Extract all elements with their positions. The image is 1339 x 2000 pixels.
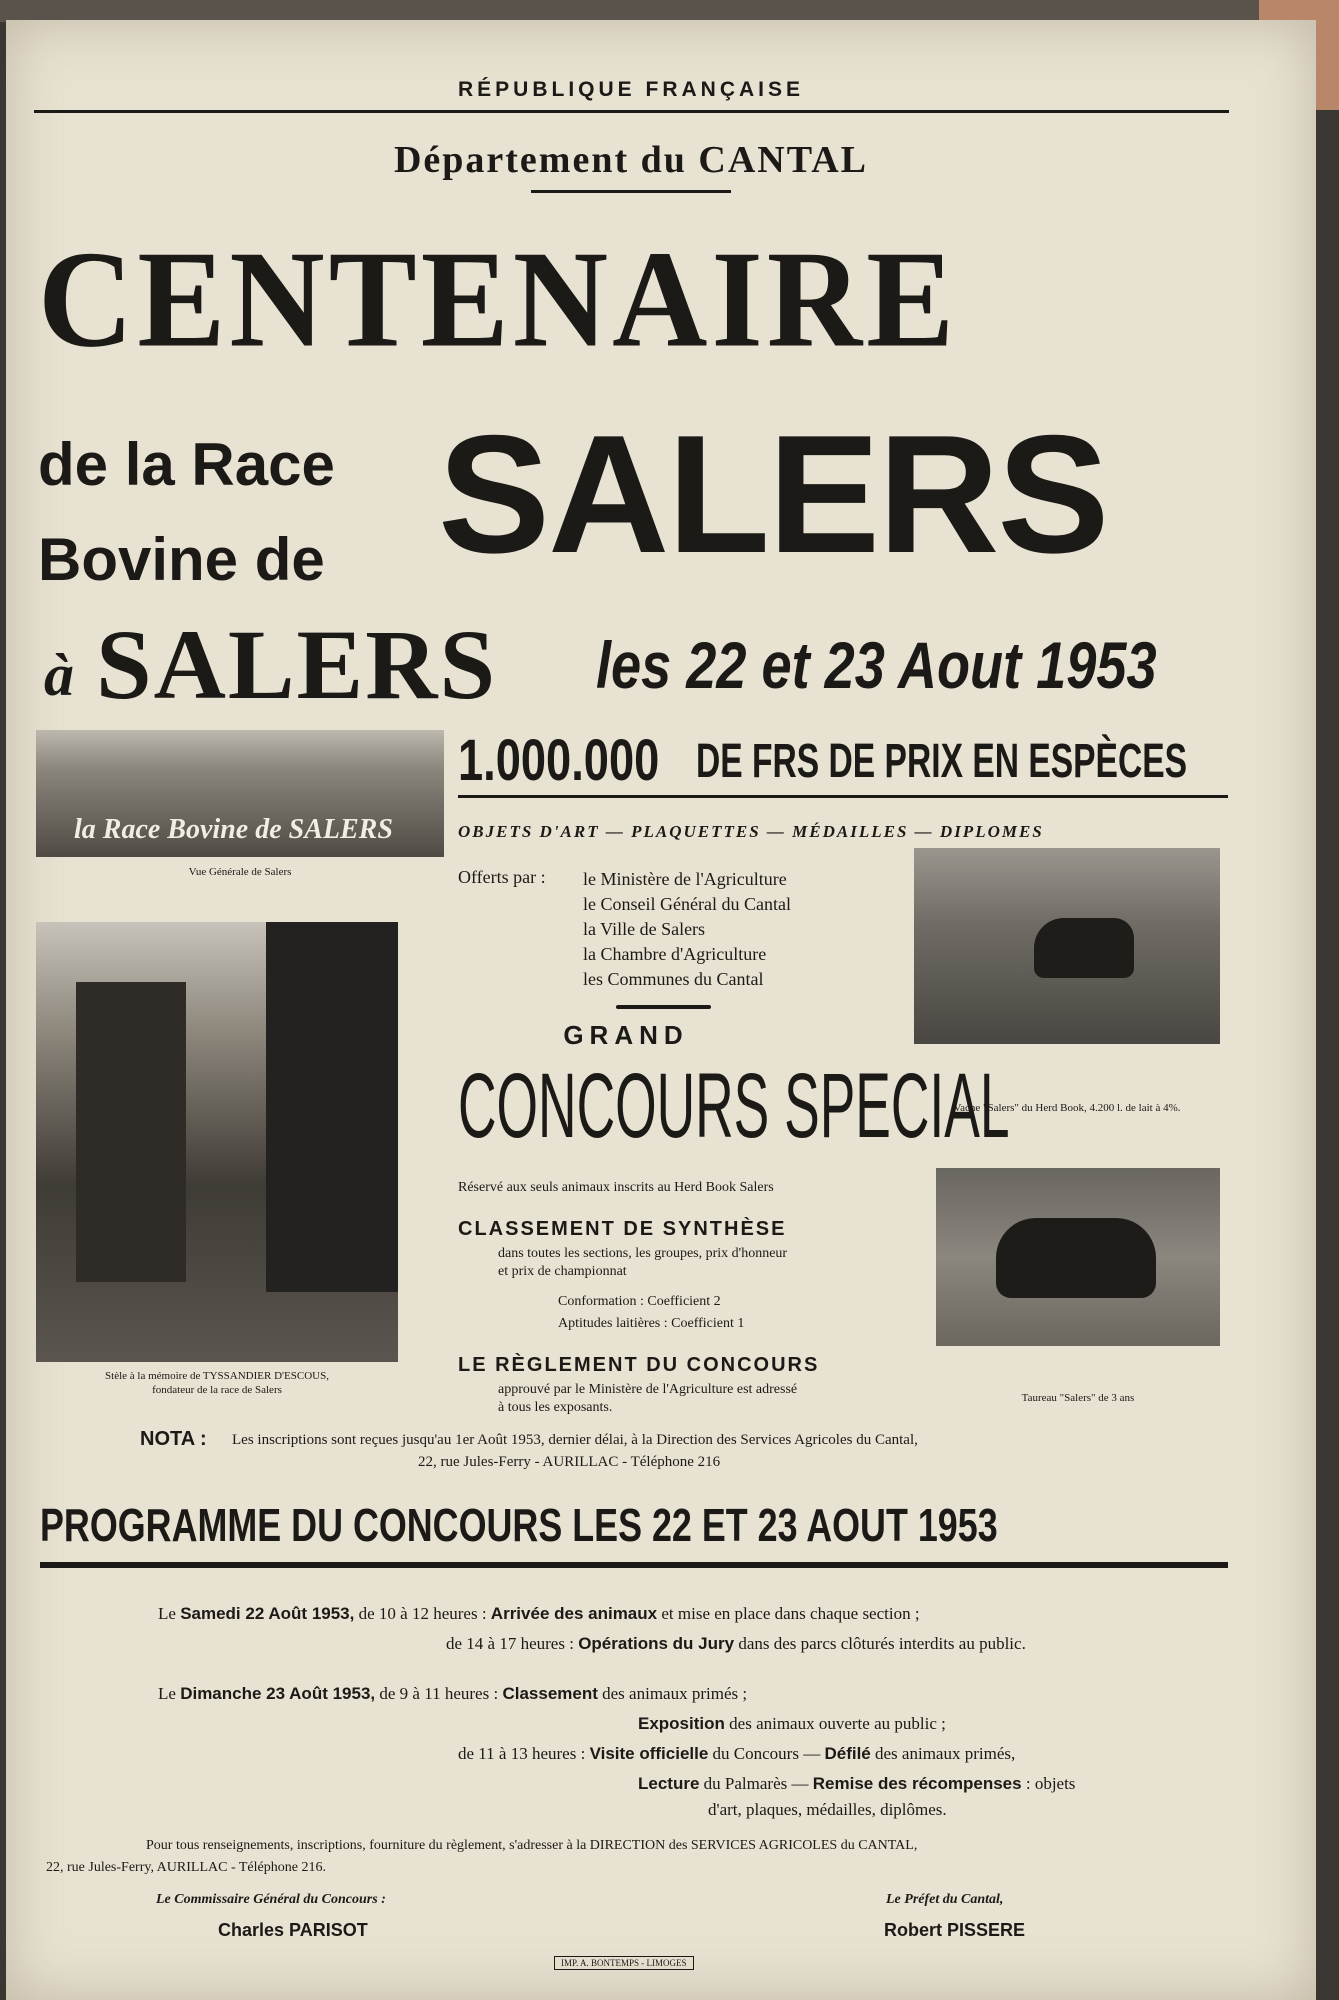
prefet-title: Le Préfet du Cantal,: [886, 1892, 1004, 1907]
concours-reserve: Réservé aux seuls animaux inscrits au Herd Book Salers: [458, 1180, 774, 1195]
dimanche-activity-1-bold: Classement: [502, 1684, 598, 1703]
dimanche-row-2: [638, 1714, 946, 1734]
samedi-row-2: [446, 1634, 1026, 1654]
dimanche-time-1: de 9 à 11 heures :: [379, 1684, 499, 1703]
footer-info-2: 22, rue Jules-Ferry, AURILLAC - Téléphone 216.: [46, 1860, 326, 1875]
panorama-caption: Vue Générale de Salers: [188, 866, 292, 878]
samedi-activity-1: et mise en place dans chaque section ;: [661, 1604, 920, 1623]
concours-special-title: CONCOURS SPECIAL: [458, 1055, 1010, 1157]
castle-wall-shape: [266, 922, 398, 1292]
bull-shape: [996, 1218, 1156, 1298]
commissaire-title: Le Commissaire Général du Concours :: [156, 1892, 386, 1907]
stele-caption-1: Stèle à la mémoire de TYSSANDIER D'ESCOUS,: [105, 1370, 329, 1382]
offered-by-item: la Chambre d'Agriculture: [583, 944, 767, 964]
footer-info-1: Pour tous renseignements, inscriptions, fourniture du règlement, s'adresser à la DIRECTION des SERVICES AGRICOLES du CANTAL,: [146, 1838, 918, 1853]
dimanche-time-2: de 11 à 13 heures :: [458, 1744, 586, 1763]
prize-wavy-rule: [458, 795, 1228, 798]
offered-divider: [616, 1005, 711, 1009]
departement-underline: [531, 190, 731, 193]
departement-title: Département du CANTAL: [393, 139, 869, 181]
cow-shape: [1034, 918, 1134, 978]
offered-by-label: Offerts par :: [458, 867, 546, 887]
cow-photo: [914, 848, 1220, 1044]
dimanche-prefix: Le: [158, 1684, 176, 1703]
dimanche-row-1: [158, 1684, 747, 1704]
classement-text-1: dans toutes les sections, les groupes, prix d'honneur: [498, 1246, 788, 1261]
dimanche-activity-2: des animaux ouverte au public ;: [729, 1714, 946, 1733]
nota-line-1: Les inscriptions sont reçues jusqu'au 1er Août 1953, dernier délai, à la Direction des Services Agricoles du Cantal,: [232, 1432, 918, 1448]
offered-by-item: le Conseil Général du Cantal: [583, 894, 791, 914]
event-dates: les 22 et 23 Aout 1953: [596, 628, 1157, 702]
classement-text-2: et prix de championnat: [498, 1264, 627, 1279]
reglement-text-2: à tous les exposants.: [498, 1400, 613, 1415]
offered-by-item: les Communes du Cantal: [583, 969, 764, 989]
aptitudes: Aptitudes laitières : Coefficient 1: [558, 1316, 745, 1331]
background-top: [0, 0, 1339, 22]
samedi-day: Samedi 22 Août 1953,: [180, 1604, 355, 1623]
commissaire-name: Charles PARISOT: [218, 1920, 368, 1940]
panorama-photo: [36, 730, 444, 857]
stele-photo: [36, 922, 398, 1362]
republique-francaise: RÉPUBLIQUE FRANÇAISE: [457, 78, 805, 101]
dimanche-activity-3-bold: Visite officielle: [589, 1744, 709, 1763]
cow-caption: Vache "Salers" du Herd Book, 4.200 l. de lait à 4%.: [953, 1102, 1181, 1114]
prize-amount-text: DE FRS DE PRIX EN ESPÈCES: [696, 735, 1188, 788]
classement-title: CLASSEMENT DE SYNTHÈSE: [458, 1218, 787, 1240]
salers-line: SALERS: [96, 609, 498, 720]
bovine-de: Bovine de: [38, 526, 325, 593]
dimanche-activity-5: d'art, plaques, médailles, diplômes.: [708, 1800, 947, 1819]
samedi-activity-1-bold: Arrivée des animaux: [490, 1604, 658, 1623]
dimanche-activity-3b-bold: Défilé: [824, 1744, 871, 1763]
programme-title: PROGRAMME DU CONCOURS LES 22 ET 23 AOUT 1953: [40, 1499, 998, 1551]
poster: [6, 20, 1316, 2000]
prize-amount-number: 1.000.000: [458, 728, 660, 793]
samedi-time-1: de 10 à 12 heures :: [358, 1604, 487, 1623]
prefet-name: Robert PISSERE: [884, 1920, 1026, 1940]
offered-by-list: [583, 867, 791, 992]
dimanche-day: Dimanche 23 Août 1953,: [180, 1684, 376, 1703]
dimanche-activity-4-bold: Lecture: [638, 1774, 700, 1793]
de-la-race: de la Race: [38, 431, 335, 498]
conformation: Conformation : Coefficient 2: [558, 1294, 721, 1309]
panorama-overlay-text: la Race Bovine de SALERS: [74, 814, 393, 845]
samedi-time-2: de 14 à 17 heures :: [446, 1634, 574, 1653]
dimanche-activity-4: du Palmarès —: [703, 1774, 809, 1793]
samedi-activity-2-bold: Opérations du Jury: [578, 1634, 735, 1653]
printer-mark: IMP. A. BONTEMPS - LIMOGES: [554, 1956, 694, 1970]
grand-label: GRAND: [563, 1020, 689, 1050]
dimanche-activity-4b-bold: Remise des récompenses: [812, 1774, 1022, 1793]
dimanche-row-3: [458, 1744, 1015, 1764]
header-rule: [34, 110, 1229, 113]
dimanche-activity-3: du Concours —: [712, 1744, 821, 1763]
samedi-activity-2: dans des parcs clôturés interdits au public.: [738, 1634, 1026, 1653]
programme-rule: [40, 1562, 1228, 1568]
reglement-text-1: approuvé par le Ministère de l'Agriculture est adressé: [498, 1382, 798, 1397]
salers-big: SALERS: [438, 400, 1108, 588]
dimanche-activity-1: des animaux primés ;: [602, 1684, 748, 1703]
samedi-prefix: Le: [158, 1604, 176, 1623]
castle-tower-shape: [76, 982, 186, 1282]
offered-by-item: le Ministère de l'Agriculture: [583, 869, 787, 889]
dimanche-activity-4b: : objets: [1025, 1774, 1076, 1793]
offered-by-item: la Ville de Salers: [583, 919, 706, 939]
bull-photo: [936, 1168, 1220, 1346]
nota-line-2: 22, rue Jules-Ferry - AURILLAC - Téléphone 216: [418, 1454, 721, 1470]
stele-caption-2: fondateur de la race de Salers: [152, 1384, 282, 1396]
dimanche-row-4: [638, 1774, 1075, 1794]
prize-objects: OBJETS D'ART — PLAQUETTES — MÉDAILLES — DIPLOMES: [458, 822, 1044, 841]
dimanche-row-5: [708, 1800, 947, 1820]
bull-caption: Taureau "Salers" de 3 ans: [1021, 1392, 1135, 1404]
dimanche-activity-3b: des animaux primés,: [875, 1744, 1016, 1763]
nota-label: NOTA :: [140, 1428, 207, 1450]
samedi-row-1: [158, 1604, 920, 1624]
a-letter: à: [44, 642, 74, 708]
centenaire-title: CENTENAIRE: [38, 221, 959, 376]
dimanche-activity-2-bold: Exposition: [638, 1714, 725, 1733]
reglement-title: LE RÈGLEMENT DU CONCOURS: [458, 1354, 820, 1376]
